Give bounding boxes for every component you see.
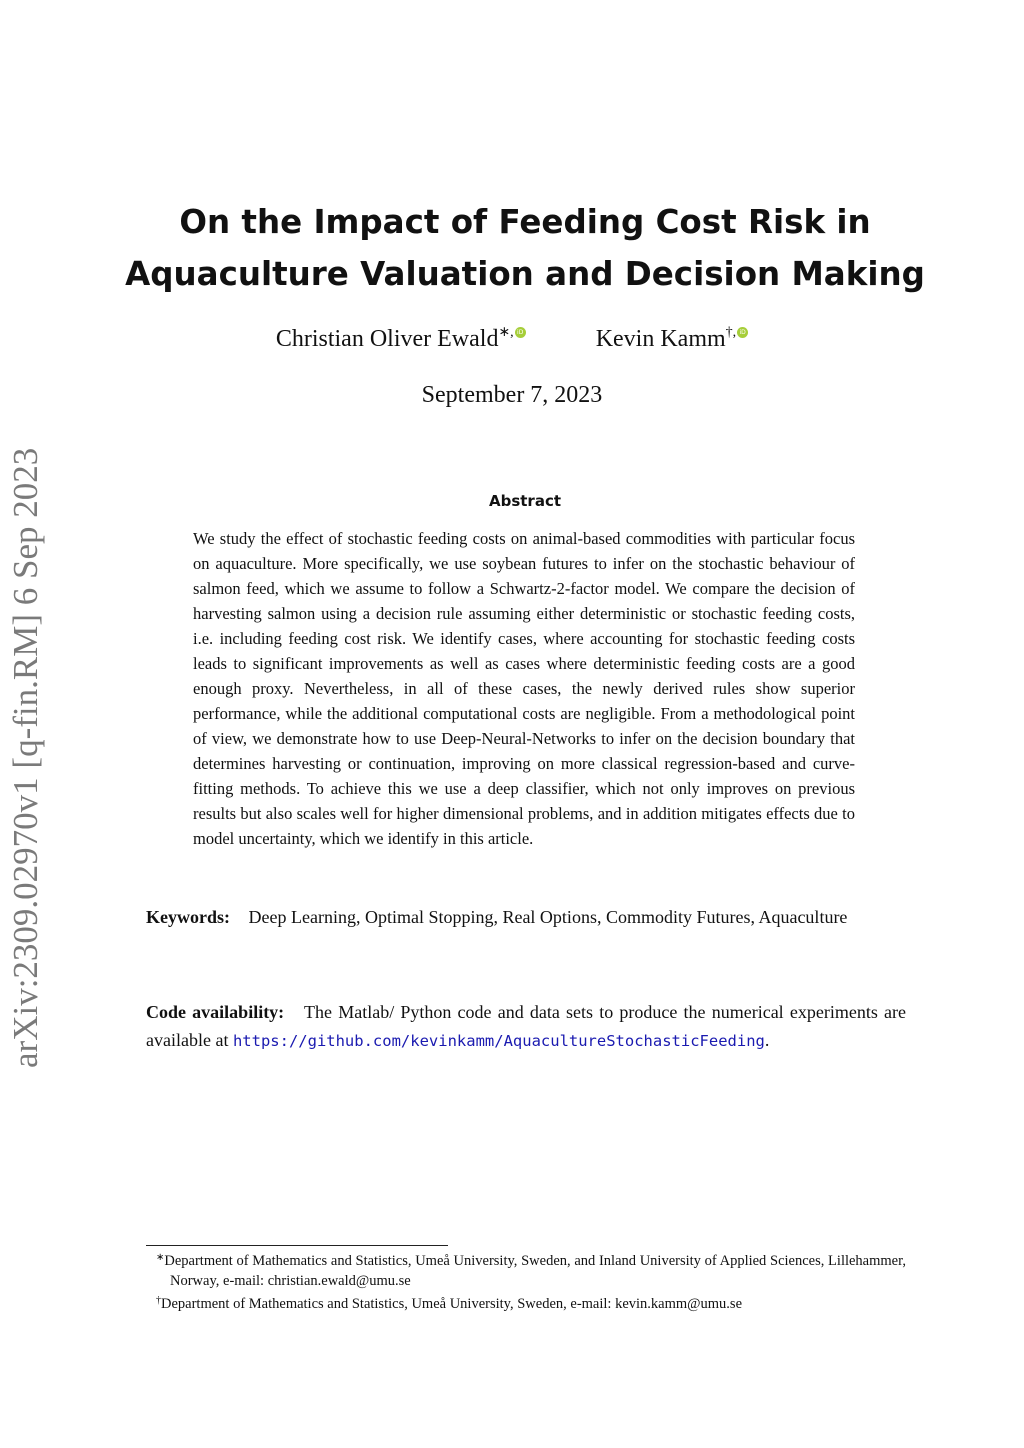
- title-line-2: Aquaculture Valuation and Decision Making: [125, 255, 925, 293]
- keywords-label: Keywords:: [146, 907, 230, 927]
- github-link[interactable]: https://github.com/kevinkamm/AquacultureStochasticFeeding: [232, 1032, 765, 1050]
- footnote-kamm: [146, 1291, 906, 1315]
- code-availability-label: Code availability:: [146, 1002, 285, 1022]
- title-line-1: On the Impact of Feeding Cost Risk in: [179, 203, 871, 241]
- author-ewald: [276, 324, 526, 353]
- footnote-mark: ∗: [156, 1252, 165, 1263]
- affiliation-mark: ∗,: [498, 325, 514, 340]
- author-name: Christian Oliver Ewald: [275, 326, 499, 352]
- affiliation-mark: †,: [725, 325, 737, 340]
- code-availability-end: .: [764, 1030, 770, 1050]
- footnote-text: Department of Mathematics and Statistics, Umeå University, Sweden, e-mail: kevin.kamm@umu.se: [161, 1296, 742, 1312]
- footnote-text: Department of Mathematics and Statistics, Umeå University, Sweden, and Inland University of Applied Sciences, Lillehammer, Norway, e-mail: christian.ewald@umu.se: [164, 1253, 906, 1289]
- code-availability-text: The Matlab/ Python code and data sets to produce the numerical experiments are available at: [146, 1002, 906, 1050]
- author-list: [0, 324, 1024, 353]
- abstract-heading: Abstract: [488, 492, 562, 510]
- orcid-icon[interactable]: iD: [515, 327, 526, 338]
- footnote-mark: †: [156, 1295, 161, 1306]
- author-name: Kevin Kamm: [595, 326, 726, 352]
- footnote-ewald: [146, 1248, 906, 1291]
- paper-title: [120, 196, 930, 300]
- footnotes: [146, 1248, 906, 1315]
- abstract-text: We study the effect of stochastic feeding costs on animal-based commodities with particular focus on aquaculture. More specifically, we use soybean futures to infer on the stochastic behaviour of salmon feed, which we assume to follow a Schwartz-2-factor model. We compare the decision of harvesting salmon using a decision rule assuming either deterministic or stochastic feeding costs, i.e. including feeding cost risk. We identify cases, where accounting for stochastic feeding costs leads to significant improvements as well as cases where deterministic feeding costs are a good enough proxy. Nevertheless, in all of these cases, the newly derived rules show superior performance, while the additional computational costs are negligible. From a methodological point of view, we demonstrate how to use Deep-Neural-Networks to infer on the decision boundary that determines harvesting or continuation, improving on more classical regression-based and curve-fitting methods. To achieve this we use a deep classifier, which not only improves on previous results but also scales well for higher dimensional problems, and in addition mitigates effects due to model uncertainty, which we identify in this article.: [193, 529, 855, 848]
- orcid-icon[interactable]: iD: [737, 327, 748, 338]
- keywords-text: Deep Learning, Optimal Stopping, Real Options, Commodity Futures, Aquaculture: [248, 907, 848, 927]
- author-kamm: [596, 325, 748, 353]
- code-availability-section: [146, 998, 906, 1055]
- arxiv-identifier: arXiv:2309.02970v1 [q-fin.RM] 6 Sep 2023: [6, 447, 45, 1068]
- footnote-divider: [146, 1245, 448, 1246]
- publication-date: September 7, 2023: [421, 382, 603, 408]
- keywords-section: [146, 903, 904, 931]
